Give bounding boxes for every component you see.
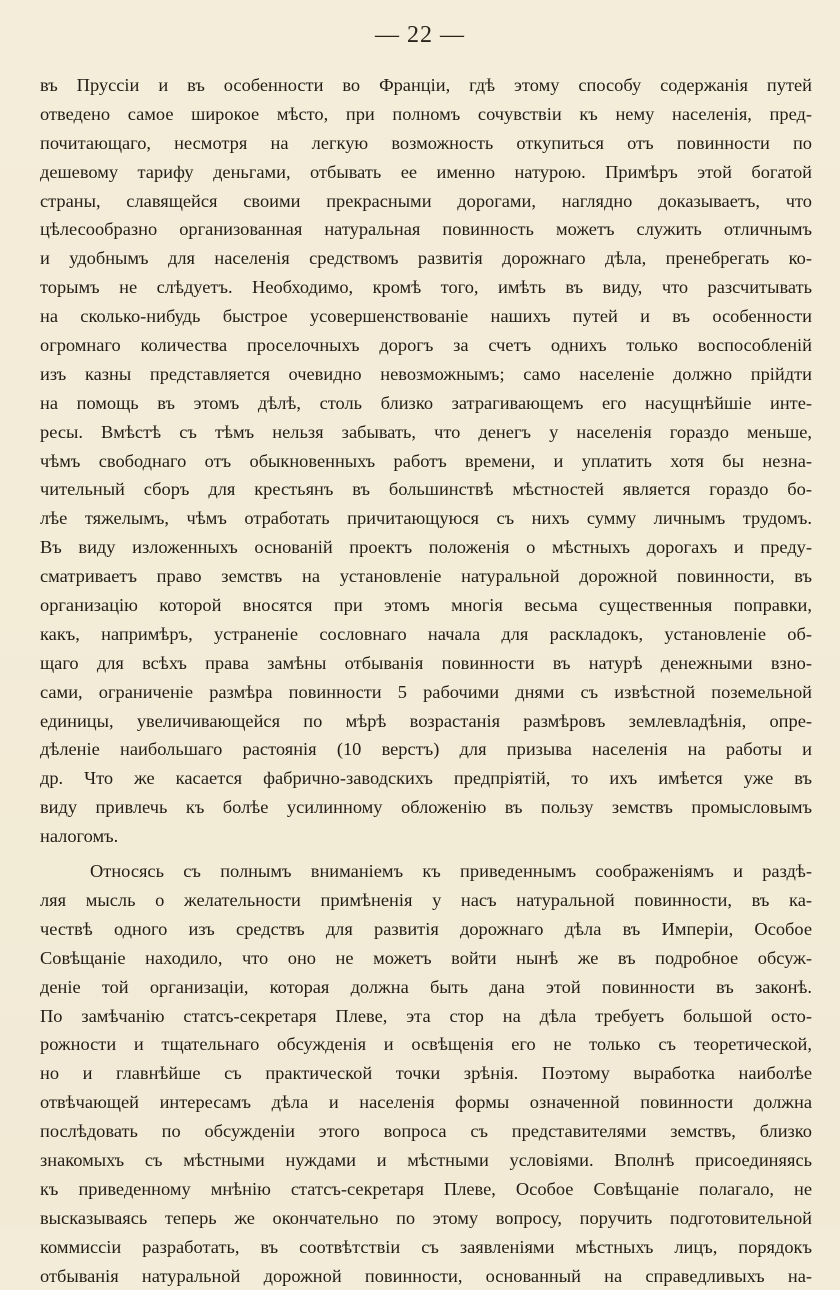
- text-line: сматриваетъ право земствъ на установленіе натуральной дорожной повинности, въ: [40, 566, 812, 587]
- text-line: отведено самое широкое мѣсто, при полномъ сочувствіи къ нему населенія, пред-: [40, 103, 812, 124]
- text-line: цѣлесообразно организованная натуральная повинность можетъ служить отличнымъ: [40, 219, 812, 240]
- text-line: и удобнымъ для населенія средствомъ развитія дорожнаго дѣла, пренебрегать ко-: [40, 248, 812, 269]
- text-line: къ приведенному мнѣнію статсъ-секретаря Плеве, Особое Совѣщаніе полагало, не: [40, 1178, 812, 1199]
- text-line: организацію которой вносятся при этомъ многія весьма существенныя поправки,: [40, 595, 812, 616]
- text-line: коммиссіи разработать, въ соотвѣтствіи съ заявленіями мѣстныхъ лицъ, порядокъ: [40, 1236, 812, 1257]
- text-line: знакомыхъ съ мѣстными нуждами и мѣстными условіями. Вполнѣ присоединяясь: [40, 1149, 812, 1170]
- text-line: какъ, напримѣръ, устраненіе сословнаго начала для раскладокъ, установленіе об-: [40, 623, 812, 644]
- text-line: но и главнѣйше съ практической точки зрѣнія. Поэтому выработка наиболѣе: [40, 1063, 812, 1084]
- text-line: чествѣ одного изъ средствъ для развитія дорожнаго дѣла въ Имперіи, Особое: [40, 918, 812, 939]
- text-line: виду привлечь къ болѣе усилинному обложенію въ пользу земствъ промысловымъ: [40, 797, 812, 818]
- text-line: ляя мысль о желательности примѣненія у насъ натуральной повинности, въ ка-: [40, 889, 812, 910]
- paragraph: [40, 71, 812, 851]
- text-line: лѣе тяжелымъ, чѣмъ отработать причитающуюся съ нихъ сумму личнымъ трудомъ.: [40, 508, 812, 529]
- text-line: По замѣчанію статсъ-секретаря Плеве, эта стор на дѣла требуетъ большой осто-: [40, 1005, 812, 1026]
- text-line: деніе той организаціи, которая должна быть дана этой повинности въ законѣ.: [40, 976, 812, 997]
- page-number: — 22 —: [375, 22, 465, 48]
- text-line: высказываясь теперь же окончательно по этому вопросу, поручить подготовительной: [40, 1207, 812, 1228]
- text-line: торымъ не слѣдуетъ. Необходимо, кромѣ того, имѣть въ виду, что разсчитывать: [40, 277, 812, 298]
- text-line: чѣмъ свободнаго отъ обыкновенныхъ работъ времени, и уплатить хотя бы незна-: [40, 450, 812, 471]
- text-line: налогомъ.: [40, 826, 119, 847]
- text-line: дешевому тарифу деньгами, отбывать ее именно натурою. Примѣръ этой богатой: [40, 161, 812, 182]
- text-line: почитающаго, несмотря на легкую возможность откупиться отъ повинности по: [40, 132, 812, 153]
- text-line: единицы, увеличивающейся по мѣрѣ возрастанія размѣровъ землевладѣнія, опре-: [40, 710, 812, 731]
- text-line: рожности и тщательнаго обсужденія и освѣщенія его не только съ теоретической,: [40, 1034, 812, 1055]
- text-line: сами, ограниченіе размѣра повинности 5 рабочими днями съ извѣстной поземельной: [40, 681, 812, 702]
- body-text: [40, 71, 812, 1290]
- text-line: ресы. Вмѣстѣ съ тѣмъ нельзя забывать, что денегъ у населенія гораздо меньше,: [40, 421, 812, 442]
- text-line: дѣленіе наибольшаго растоянія (10 верстъ) для призыва населенія на работы и: [40, 739, 812, 760]
- text-line: на помощь въ этомъ дѣлѣ, столь близко затрагивающемъ его насущнѣйшіе инте-: [40, 392, 812, 413]
- text-line: послѣдовать по обсужденіи этого вопроса съ представителями земствъ, близко: [40, 1121, 812, 1142]
- text-line: отвѣчающей интересамъ дѣла и населенія формы означенной повинности должна: [40, 1092, 812, 1113]
- paragraph: [40, 857, 812, 1290]
- text-line: въ Пруссіи и въ особенности во Франціи, гдѣ этому способу содержанія путей: [40, 75, 812, 95]
- text-line: Въ виду изложенныхъ основаній проектъ положенія о мѣстныхъ дорогахъ и преду-: [40, 537, 812, 558]
- text-line: Совѣщаніе находило, что оно не можетъ войти нынѣ же въ подробное обсуж-: [40, 947, 812, 968]
- text-line: страны, славящейся своими прекрасными дорогами, наглядно доказываетъ, что: [40, 190, 812, 211]
- text-line: Относясь съ полнымъ вниманіемъ къ приведеннымъ соображеніямъ и раздѣ-: [90, 861, 812, 882]
- text-line: др. Что же касается фабрично-заводскихъ предпріятій, то ихъ имѣется уже въ: [40, 768, 812, 789]
- text-line: щаго для всѣхъ права замѣны отбыванія повинности въ натурѣ денежными взно-: [40, 652, 812, 673]
- text-line: изъ казны представляется очевидно невозможнымъ; само населеніе должно прійдти: [40, 363, 812, 384]
- text-line: чительный сборъ для крестьянъ въ большинствѣ мѣстностей является гораздо бо-: [40, 479, 812, 500]
- text-line: огромнаго количества проселочныхъ дорогъ за счетъ однихъ только воспособленій: [40, 335, 812, 356]
- text-line: отбыванія натуральной дорожной повинности, основанный на справедливыхъ на-: [40, 1265, 812, 1286]
- text-line: на сколько-нибудь быстрое усовершенствованіе нашихъ путей и въ особенности: [40, 306, 812, 327]
